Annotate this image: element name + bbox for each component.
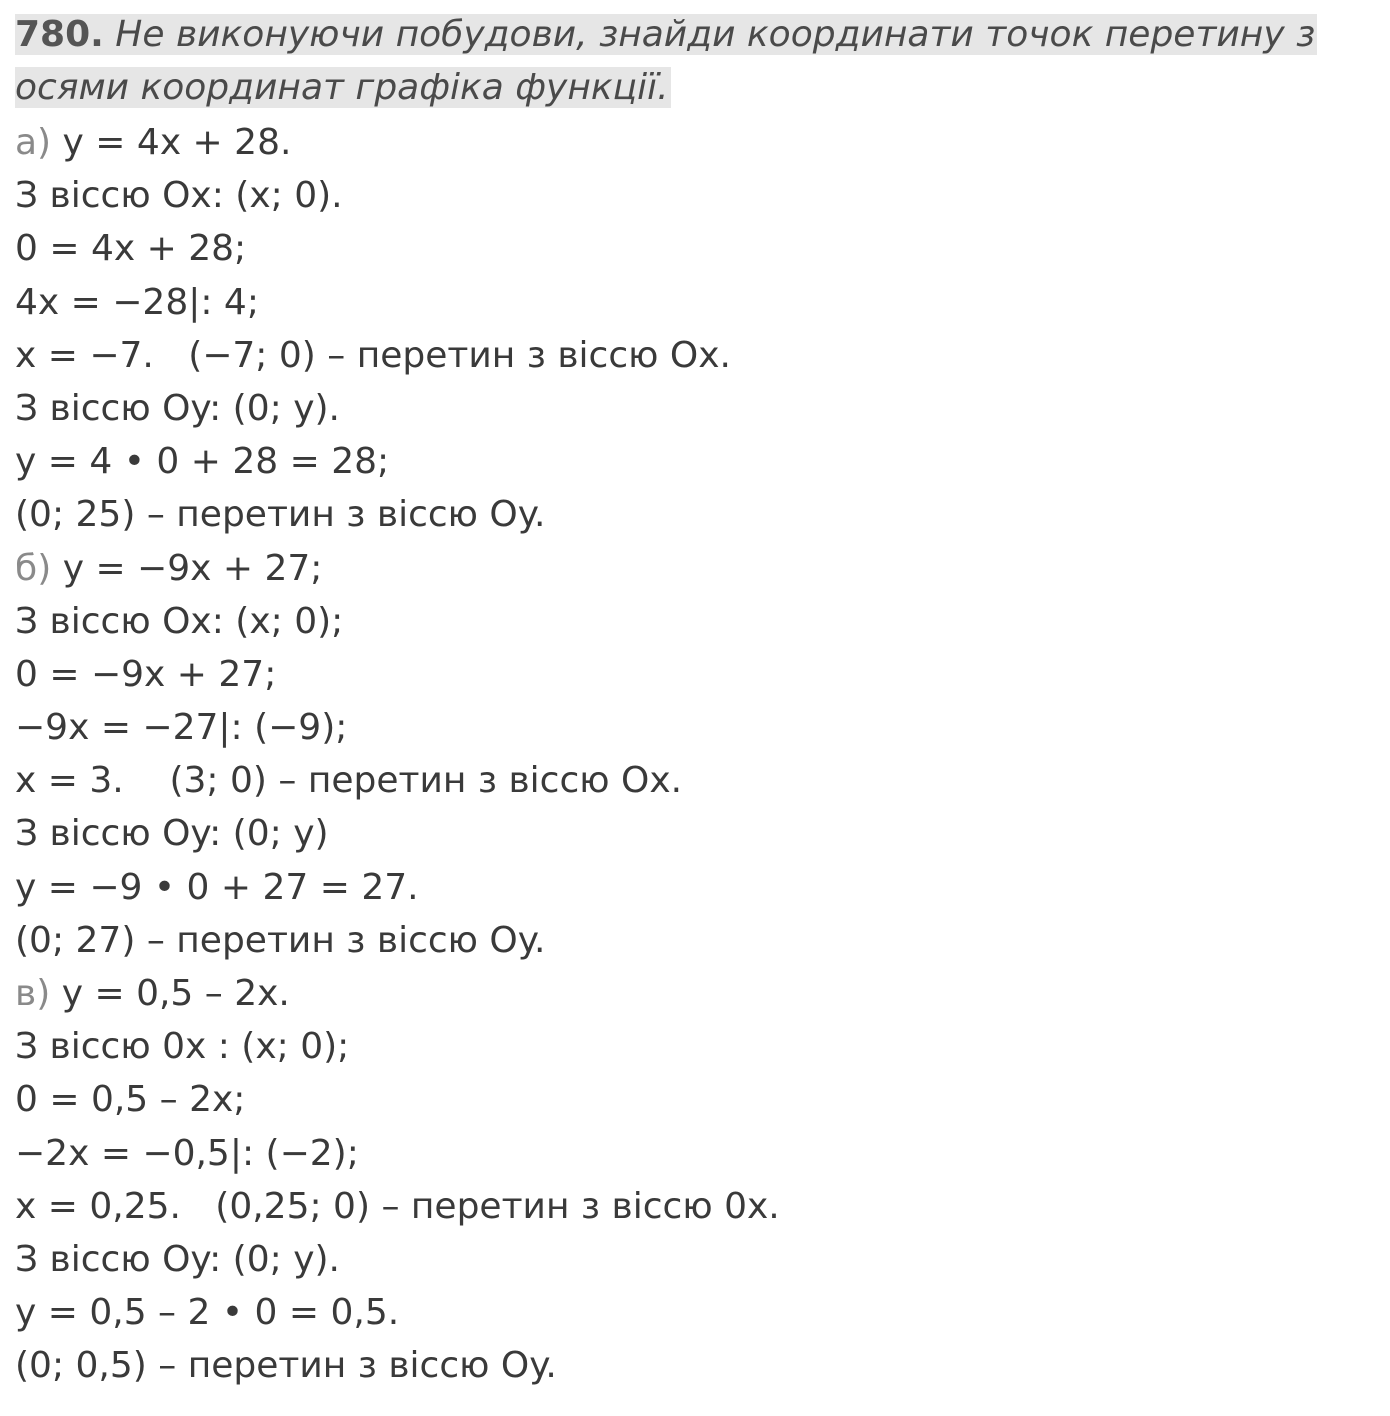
- solution-line-text: З віссю Ox: (x; 0).: [15, 175, 343, 217]
- solution-line: [15, 754, 1375, 807]
- solution-line-text: x = 0,25. (0,25; 0) – перетин з віссю 0x.: [15, 1185, 780, 1227]
- solution-lines: [15, 116, 1375, 1393]
- solution-line-text: y = −9 • 0 + 27 = 27.: [15, 866, 419, 908]
- solution-line: [15, 1127, 1375, 1180]
- solution-line: [15, 701, 1375, 754]
- solution-line: [15, 435, 1375, 488]
- solution-line-text: З віссю Ox: (x; 0);: [15, 600, 344, 642]
- solution-line: [15, 861, 1375, 914]
- solution-line-text: З віссю Oy: (0; y).: [15, 1238, 340, 1280]
- solution-line: [15, 967, 1375, 1020]
- task-line-2: [15, 61, 1375, 114]
- solution-line: [15, 222, 1375, 275]
- solution-line: [15, 914, 1375, 967]
- solution-line: [15, 329, 1375, 382]
- solution-line: [15, 116, 1375, 169]
- solution-line-text: −2x = −0,5|: (−2);: [15, 1132, 359, 1174]
- solution-line: [15, 1073, 1375, 1126]
- task-statement: [15, 8, 1375, 114]
- solution-line-text: З віссю Oy: (0; y): [15, 813, 329, 855]
- solution-line-text: x = 3. (3; 0) – перетин з віссю Ox.: [15, 760, 683, 802]
- solution-line-text: (0; 25) – перетин з віссю Oy.: [15, 494, 546, 536]
- solution-line: [15, 1286, 1375, 1339]
- solution-line-text: 0 = 0,5 – 2x;: [15, 1079, 246, 1121]
- solution-line: [15, 169, 1375, 222]
- solution-line: [15, 1020, 1375, 1073]
- task-text-2: осями координат графіка функції.: [15, 67, 669, 108]
- solution-line-text: −9x = −27|: (−9);: [15, 707, 348, 749]
- solution-line-text: y = 4x + 28.: [51, 122, 292, 163]
- solution-line-text: З віссю Oy: (0; y).: [15, 387, 340, 429]
- solution-line: [15, 648, 1375, 701]
- solution-line-text: y = 0,5 – 2 • 0 = 0,5.: [15, 1292, 400, 1334]
- part-marker: в): [15, 973, 51, 1014]
- solution-line: [15, 276, 1375, 329]
- part-marker: б): [15, 547, 52, 589]
- solution-line-text: 4x = −28|: 4;: [15, 281, 259, 323]
- part-marker: а): [15, 122, 52, 163]
- solution-line-text: x = −7. (−7; 0) – перетин з віссю Ox.: [15, 334, 731, 376]
- solution-line-text: 0 = 4x + 28;: [15, 228, 247, 270]
- solution-line: [15, 542, 1375, 595]
- solution-line: [15, 595, 1375, 648]
- solution-line: [15, 1180, 1375, 1233]
- task-text-1: Не виконуючи побудови, знайди координати точок перетину з: [115, 14, 1316, 55]
- solution-line-text: З віссю 0x : (x; 0);: [15, 1026, 350, 1068]
- solution-line-text: (0; 0,5) – перетин з віссю Oy.: [15, 1345, 557, 1387]
- solution-line-text: y = 4 • 0 + 28 = 28;: [15, 441, 390, 483]
- document-page: [15, 8, 1375, 1393]
- solution-line-text: y = 0,5 – 2x.: [50, 973, 290, 1014]
- task-line-1: [15, 8, 1375, 61]
- solution-line: [15, 488, 1375, 541]
- solution-line-text: (0; 27) – перетин з віссю Oy.: [15, 919, 546, 961]
- solution-line-text: y = −9x + 27;: [51, 547, 323, 589]
- solution-line: [15, 807, 1375, 860]
- solution-line: [15, 1233, 1375, 1286]
- solution-line: [15, 1339, 1375, 1392]
- task-number: 780.: [15, 14, 104, 55]
- solution-line-text: 0 = −9x + 27;: [15, 653, 277, 695]
- solution-line: [15, 382, 1375, 435]
